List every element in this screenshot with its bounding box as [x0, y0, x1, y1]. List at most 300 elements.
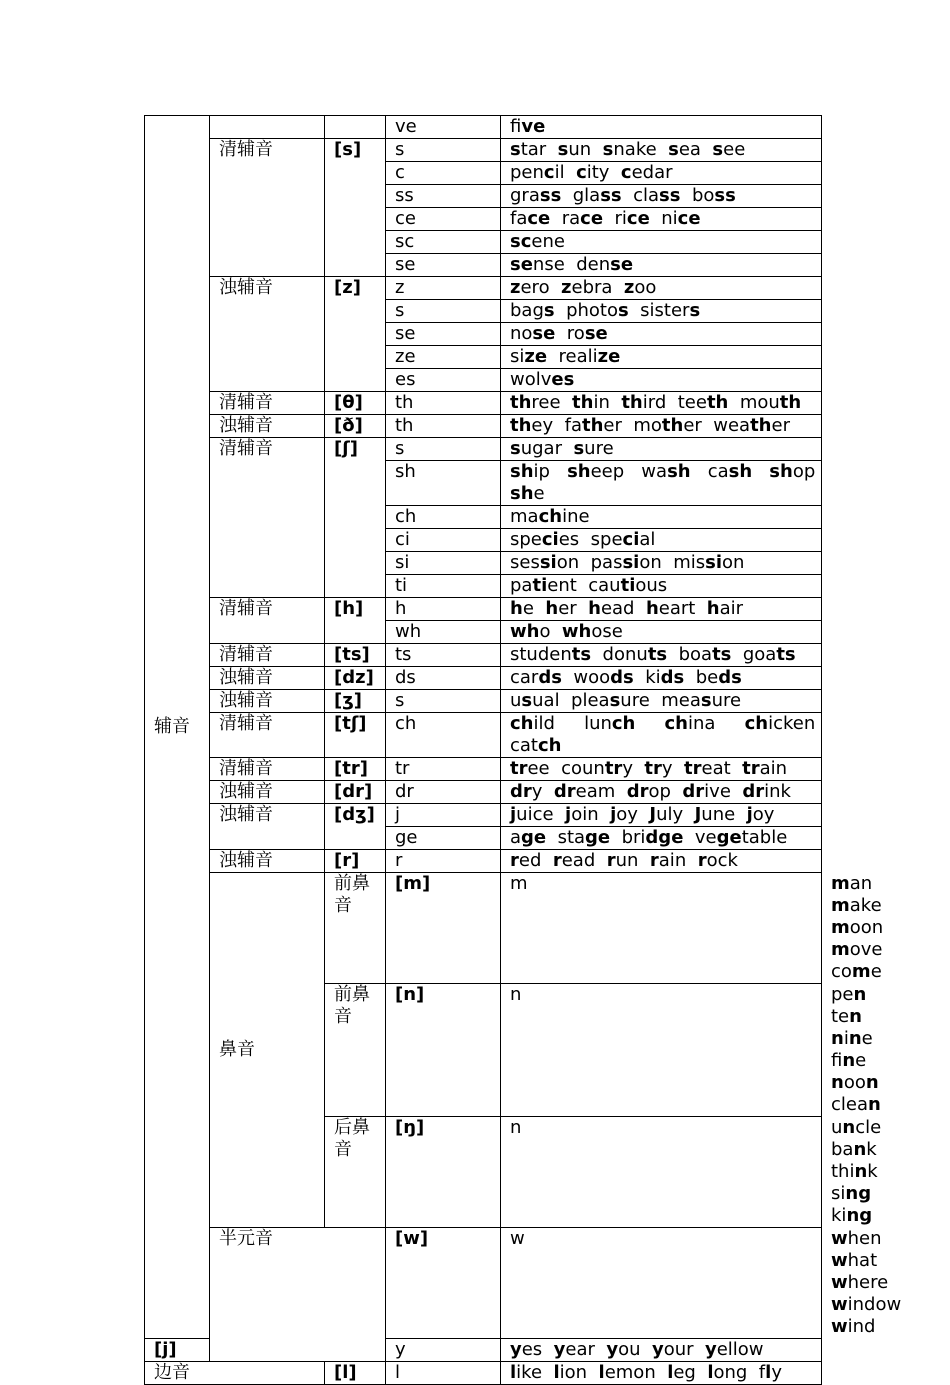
example-word	[661, 208, 700, 229]
table-row	[145, 139, 822, 162]
highlighted-letters: z	[561, 277, 572, 298]
word-segment: o	[539, 621, 551, 642]
example-word	[831, 1050, 866, 1071]
highlighted-letters: ce	[677, 208, 701, 229]
spelling-cell: n	[501, 984, 822, 1117]
highlighted-letters: n	[842, 1117, 856, 1138]
spelling-cell: ts	[386, 644, 501, 667]
highlighted-letters: ss	[714, 185, 736, 206]
highlighted-letters: r	[649, 850, 659, 871]
highlighted-letters: ts	[571, 644, 592, 665]
example-word	[510, 644, 591, 665]
word-segment: ri	[614, 208, 627, 229]
phonetic-symbol-cell: [tr]	[325, 758, 386, 781]
word-segment: ove	[849, 939, 883, 960]
word-segment: bri	[621, 827, 646, 848]
example-word	[621, 392, 666, 413]
word-segment: mea	[661, 690, 701, 711]
highlighted-letters: y	[704, 1339, 717, 1360]
word-segment: eat	[701, 758, 731, 779]
word-segment: ock	[706, 850, 738, 871]
example-word	[831, 1183, 871, 1204]
word-segment: il	[554, 162, 565, 183]
example-word	[588, 575, 667, 596]
example-words-cell	[501, 552, 822, 575]
example-word	[640, 300, 700, 321]
example-word	[510, 323, 555, 344]
word-segment: wolv	[510, 369, 552, 390]
example-words-cell	[501, 185, 822, 208]
highlighted-letters: n	[853, 1139, 867, 1160]
spelling-cell: ci	[386, 529, 501, 552]
word-segment: ugar	[520, 438, 562, 459]
example-word	[696, 667, 742, 688]
subtype-cell: 清辅音	[210, 758, 325, 781]
example-word	[573, 438, 613, 459]
highlighted-letters: ds	[538, 667, 562, 688]
word-segment: oy	[616, 804, 638, 825]
highlighted-letters: th	[621, 392, 643, 413]
highlighted-letters: c	[576, 162, 587, 183]
example-word	[603, 644, 668, 665]
example-word	[831, 895, 882, 916]
example-word	[510, 713, 555, 734]
example-words-cell	[501, 346, 822, 369]
highlighted-letters: si	[705, 552, 723, 573]
example-word	[510, 506, 590, 527]
highlighted-letters: ve	[521, 116, 546, 137]
highlighted-letters: th	[779, 392, 802, 413]
word-segment: ki	[645, 667, 661, 688]
word-segment: k	[866, 1139, 877, 1160]
word-segment: oo	[634, 277, 657, 298]
highlighted-letters: s	[510, 438, 521, 459]
highlighted-letters: sh	[510, 461, 534, 482]
example-word	[562, 621, 623, 642]
example-word	[510, 850, 541, 871]
highlighted-letters: ch	[510, 713, 534, 734]
spelling-cell: ch	[386, 506, 501, 529]
word-segment: emon	[604, 1362, 656, 1383]
word-segment: op	[792, 461, 816, 482]
word-segment: ee	[527, 758, 550, 779]
highlighted-letters: w	[831, 1250, 848, 1271]
example-word	[510, 162, 565, 183]
example-word	[831, 1094, 881, 1115]
example-words-cell	[501, 1339, 822, 1362]
spelling-cell: ze	[386, 346, 501, 369]
example-word	[553, 1362, 587, 1383]
word-segment: wa	[641, 461, 668, 482]
spelling-cell: dr	[386, 781, 501, 804]
highlighted-letters: se	[584, 323, 608, 344]
word-segment: ra	[561, 208, 581, 229]
spelling-cell: ve	[386, 116, 501, 139]
highlighted-letters: w	[831, 1316, 848, 1337]
phonetics-table-body	[145, 116, 902, 1385]
example-word	[708, 461, 752, 482]
example-word	[831, 1316, 875, 1337]
example-words-cell	[501, 254, 822, 277]
example-word	[510, 254, 565, 275]
word-segment: den	[576, 254, 611, 275]
highlighted-letters: s	[689, 300, 701, 321]
spelling-cell: th	[386, 415, 501, 438]
example-words-cell	[501, 461, 822, 506]
highlighted-letters: ts	[647, 644, 668, 665]
example-word	[759, 1362, 782, 1383]
example-word	[633, 415, 701, 436]
highlighted-letters: s	[602, 139, 614, 160]
highlighted-letters: n	[865, 1072, 879, 1093]
word-segment: clea	[831, 1094, 869, 1115]
word-segment: fi	[510, 116, 522, 137]
word-segment: ure	[711, 690, 742, 711]
spelling-cell: y	[386, 1339, 501, 1362]
highlighted-letters: ds	[718, 667, 742, 688]
word-segment: gra	[510, 185, 540, 206]
example-word	[742, 781, 791, 802]
phonetic-symbol-cell: [dz]	[325, 667, 386, 690]
highlighted-letters: n	[831, 1028, 844, 1049]
highlighted-letters: ce	[580, 208, 604, 229]
word-segment: indow	[847, 1294, 902, 1315]
example-word	[641, 461, 690, 482]
example-word	[707, 598, 743, 619]
word-segment: goa	[742, 644, 777, 665]
example-word	[607, 850, 639, 871]
example-word	[661, 690, 741, 711]
spelling-cell: se	[386, 254, 501, 277]
word-segment: une	[701, 804, 736, 825]
example-word	[831, 1117, 881, 1138]
highlighted-letters: se	[510, 254, 533, 275]
word-segment: reali	[558, 346, 598, 367]
table-row	[145, 438, 822, 461]
word-segment: woo	[573, 667, 611, 688]
example-word	[566, 300, 629, 321]
spelling-cell: j	[386, 804, 501, 827]
word-segment: ure	[584, 438, 614, 459]
word-segment: uice	[516, 804, 554, 825]
word-segment: e	[533, 483, 545, 504]
word-segment: ind	[847, 1316, 876, 1337]
highlighted-letters: ti	[532, 575, 548, 596]
word-segment: f	[758, 1362, 766, 1383]
highlighted-letters: h	[510, 598, 523, 619]
table-row	[145, 1228, 822, 1339]
highlighted-letters: ge	[521, 827, 547, 848]
highlighted-letters: th	[706, 392, 729, 413]
spelling-cell: es	[386, 369, 501, 392]
word-segment: pas	[590, 552, 623, 573]
word-segment: on	[722, 552, 745, 573]
highlighted-letters: tr	[742, 758, 760, 779]
word-segment: table	[741, 827, 788, 848]
word-segment: a	[510, 827, 522, 848]
highlighted-letters: dr	[742, 781, 765, 802]
example-word	[572, 392, 610, 413]
highlighted-letters: tr	[644, 758, 662, 779]
word-segment: cau	[588, 575, 621, 596]
highlighted-letters: r	[552, 850, 562, 871]
word-segment: ca	[707, 461, 729, 482]
example-word	[510, 758, 550, 779]
highlighted-letters: wh	[510, 621, 540, 642]
highlighted-letters: ch	[537, 735, 562, 756]
word-segment: er	[683, 415, 702, 436]
word-segment: u	[831, 1117, 843, 1138]
word-segment: nake	[613, 139, 657, 160]
highlighted-letters: dr	[553, 781, 576, 802]
example-words-cell	[501, 116, 822, 139]
word-segment: ong	[713, 1362, 748, 1383]
example-word	[545, 598, 576, 619]
example-word	[831, 1294, 901, 1315]
highlighted-letters: ss	[539, 185, 562, 206]
phonetic-symbol-cell	[325, 116, 386, 139]
spelling-cell: sc	[386, 231, 501, 254]
example-word	[510, 598, 534, 619]
spelling-cell: h	[386, 598, 501, 621]
subtype-cell: 清辅音	[210, 438, 325, 598]
word-segment: k	[867, 1161, 878, 1182]
word-segment: gla	[572, 185, 601, 206]
table-row	[145, 392, 822, 415]
example-word	[510, 277, 550, 298]
word-segment: ni	[661, 208, 678, 229]
example-words-cell	[501, 323, 822, 346]
example-word	[510, 552, 579, 573]
example-word	[831, 1028, 873, 1049]
table-row	[145, 713, 822, 758]
example-word	[573, 667, 633, 688]
highlighted-letters: r	[510, 850, 519, 871]
highlighted-letters: l	[667, 1362, 674, 1383]
word-segment: ellow	[716, 1339, 764, 1360]
highlighted-letters: n	[848, 1028, 862, 1049]
highlighted-letters: dge	[645, 827, 684, 848]
word-segment: ba	[831, 1139, 854, 1160]
word-segment: ual	[532, 690, 560, 711]
example-word	[831, 917, 883, 938]
example-word	[712, 139, 745, 160]
word-segment: ear	[565, 1339, 595, 1360]
example-word	[831, 1161, 878, 1182]
word-segment: hen	[847, 1228, 882, 1249]
example-word	[510, 208, 550, 229]
highlighted-letters: s	[617, 300, 629, 321]
highlighted-letters: sh	[769, 461, 793, 482]
highlighted-letters: ss	[659, 185, 681, 206]
example-words-cell	[501, 667, 822, 690]
example-word	[831, 1228, 882, 1249]
subtype-cell	[210, 116, 325, 139]
example-words-cell	[501, 162, 822, 185]
example-words-cell	[501, 415, 822, 438]
word-segment: donu	[602, 644, 648, 665]
example-words-cell	[501, 690, 822, 713]
example-word	[510, 690, 560, 711]
word-segment: e	[861, 1028, 873, 1049]
example-words-cell	[501, 575, 822, 598]
subtype-cell: 浊辅音	[210, 850, 325, 873]
highlighted-letters: h	[706, 598, 720, 619]
example-word	[646, 598, 695, 619]
example-word	[645, 667, 684, 688]
table-row	[145, 667, 822, 690]
highlighted-letters: ge	[716, 827, 742, 848]
example-word	[682, 781, 731, 802]
highlighted-letters: m	[831, 873, 850, 894]
spelling-cell: sh	[386, 461, 501, 506]
word-segment: wea	[713, 415, 751, 436]
example-word	[553, 850, 595, 871]
highlighted-letters: h	[545, 598, 559, 619]
word-segment: cle	[855, 1117, 882, 1138]
example-word	[510, 369, 574, 390]
table-row	[145, 781, 822, 804]
word-segment: ree	[531, 392, 561, 413]
example-word	[831, 1139, 877, 1160]
word-segment: si	[831, 1183, 846, 1204]
example-word	[831, 1250, 877, 1271]
highlighted-letters: tr	[684, 758, 702, 779]
word-segment: pe	[831, 984, 854, 1005]
example-words-cell	[501, 277, 822, 300]
highlighted-letters: th	[510, 415, 532, 436]
example-word	[510, 483, 545, 504]
highlighted-letters: ch	[611, 713, 636, 734]
word-segment: cat	[510, 735, 538, 756]
word-segment: tar	[520, 139, 547, 160]
word-segment: on	[556, 552, 580, 573]
highlighted-letters: r	[697, 850, 707, 871]
example-words-cell	[501, 827, 822, 850]
word-segment: ose	[591, 621, 623, 642]
highlighted-letters: ce	[527, 208, 551, 229]
word-segment: es	[558, 529, 580, 550]
example-word	[695, 804, 736, 825]
example-word	[591, 552, 662, 573]
word-segment: ee	[723, 139, 746, 160]
word-segment: hat	[847, 1250, 878, 1271]
word-segment: u	[510, 690, 522, 711]
example-word	[567, 461, 624, 482]
subtype-cell: 浊辅音	[210, 277, 325, 392]
word-segment: te	[831, 1006, 850, 1027]
word-segment: ird	[642, 392, 667, 413]
example-words-cell	[501, 392, 822, 415]
word-segment: ey	[531, 415, 554, 436]
example-word	[603, 139, 657, 160]
category-cell: 辅音	[145, 116, 210, 1339]
phonetics-table	[144, 115, 902, 1385]
word-segment: e	[870, 961, 882, 982]
word-segment: ma	[510, 506, 539, 527]
word-segment: boa	[678, 644, 713, 665]
example-word	[562, 208, 603, 229]
highlighted-letters: s	[609, 690, 621, 711]
example-word	[510, 1339, 542, 1360]
spelling-cell: ce	[386, 208, 501, 231]
word-segment: eart	[658, 598, 696, 619]
table-row	[145, 644, 822, 667]
word-segment: oo	[843, 1072, 866, 1093]
word-segment: ure	[620, 690, 650, 711]
word-segment: ink	[764, 781, 791, 802]
example-word	[679, 644, 732, 665]
spelling-cell: ti	[386, 575, 501, 598]
word-segment: ead	[561, 850, 596, 871]
example-words-cell	[501, 438, 822, 461]
word-segment: ebra	[571, 277, 613, 298]
example-words-cell	[501, 208, 822, 231]
example-words-cell	[501, 621, 822, 644]
table-row	[145, 277, 822, 300]
word-segment: ina	[688, 713, 716, 734]
word-segment: y	[771, 1362, 782, 1383]
example-word	[769, 461, 815, 482]
word-segment: air	[719, 598, 744, 619]
phonetic-symbol-cell: [w]	[386, 1228, 501, 1339]
spelling-cell: m	[501, 873, 822, 984]
highlighted-letters: ce	[626, 208, 650, 229]
highlighted-letters: ds	[610, 667, 634, 688]
highlighted-letters: J	[649, 804, 657, 825]
example-word	[667, 1362, 696, 1383]
highlighted-letters: l	[510, 1362, 517, 1383]
example-word	[831, 961, 882, 982]
highlighted-letters: z	[623, 277, 635, 298]
category-cell: 边音	[145, 1362, 325, 1385]
word-segment: ses	[510, 552, 540, 573]
word-segment: er	[558, 598, 577, 619]
spelling-cell: s	[386, 300, 501, 323]
highlighted-letters: m	[851, 961, 871, 982]
example-word	[678, 392, 729, 413]
example-word	[707, 1362, 747, 1383]
spelling-cell: wh	[386, 621, 501, 644]
example-word	[740, 392, 801, 413]
phonetic-symbol-cell: [l]	[325, 1362, 386, 1385]
example-word	[673, 552, 744, 573]
example-word	[510, 300, 555, 321]
spelling-cell: tr	[386, 758, 501, 781]
example-word	[695, 827, 787, 848]
example-word	[644, 758, 672, 779]
example-word	[627, 781, 671, 802]
highlighted-letters: sh	[728, 461, 753, 482]
table-row	[145, 415, 822, 438]
highlighted-letters: th	[581, 415, 604, 436]
example-words-cell	[501, 598, 822, 621]
highlighted-letters: ts	[712, 644, 732, 665]
highlighted-letters: s	[668, 139, 679, 160]
spelling-cell: n	[501, 1117, 822, 1228]
example-word	[588, 598, 634, 619]
example-word	[831, 1272, 888, 1293]
highlighted-letters: se	[610, 254, 634, 275]
highlighted-letters: ch	[538, 506, 563, 527]
word-segment: spe	[510, 529, 542, 550]
spelling-cell: s	[386, 438, 501, 461]
word-segment: ki	[831, 1205, 847, 1226]
highlighted-letters: l	[765, 1362, 772, 1383]
highlighted-letters: y	[553, 1339, 566, 1360]
example-word	[510, 415, 553, 436]
highlighted-letters: tr	[604, 758, 623, 779]
